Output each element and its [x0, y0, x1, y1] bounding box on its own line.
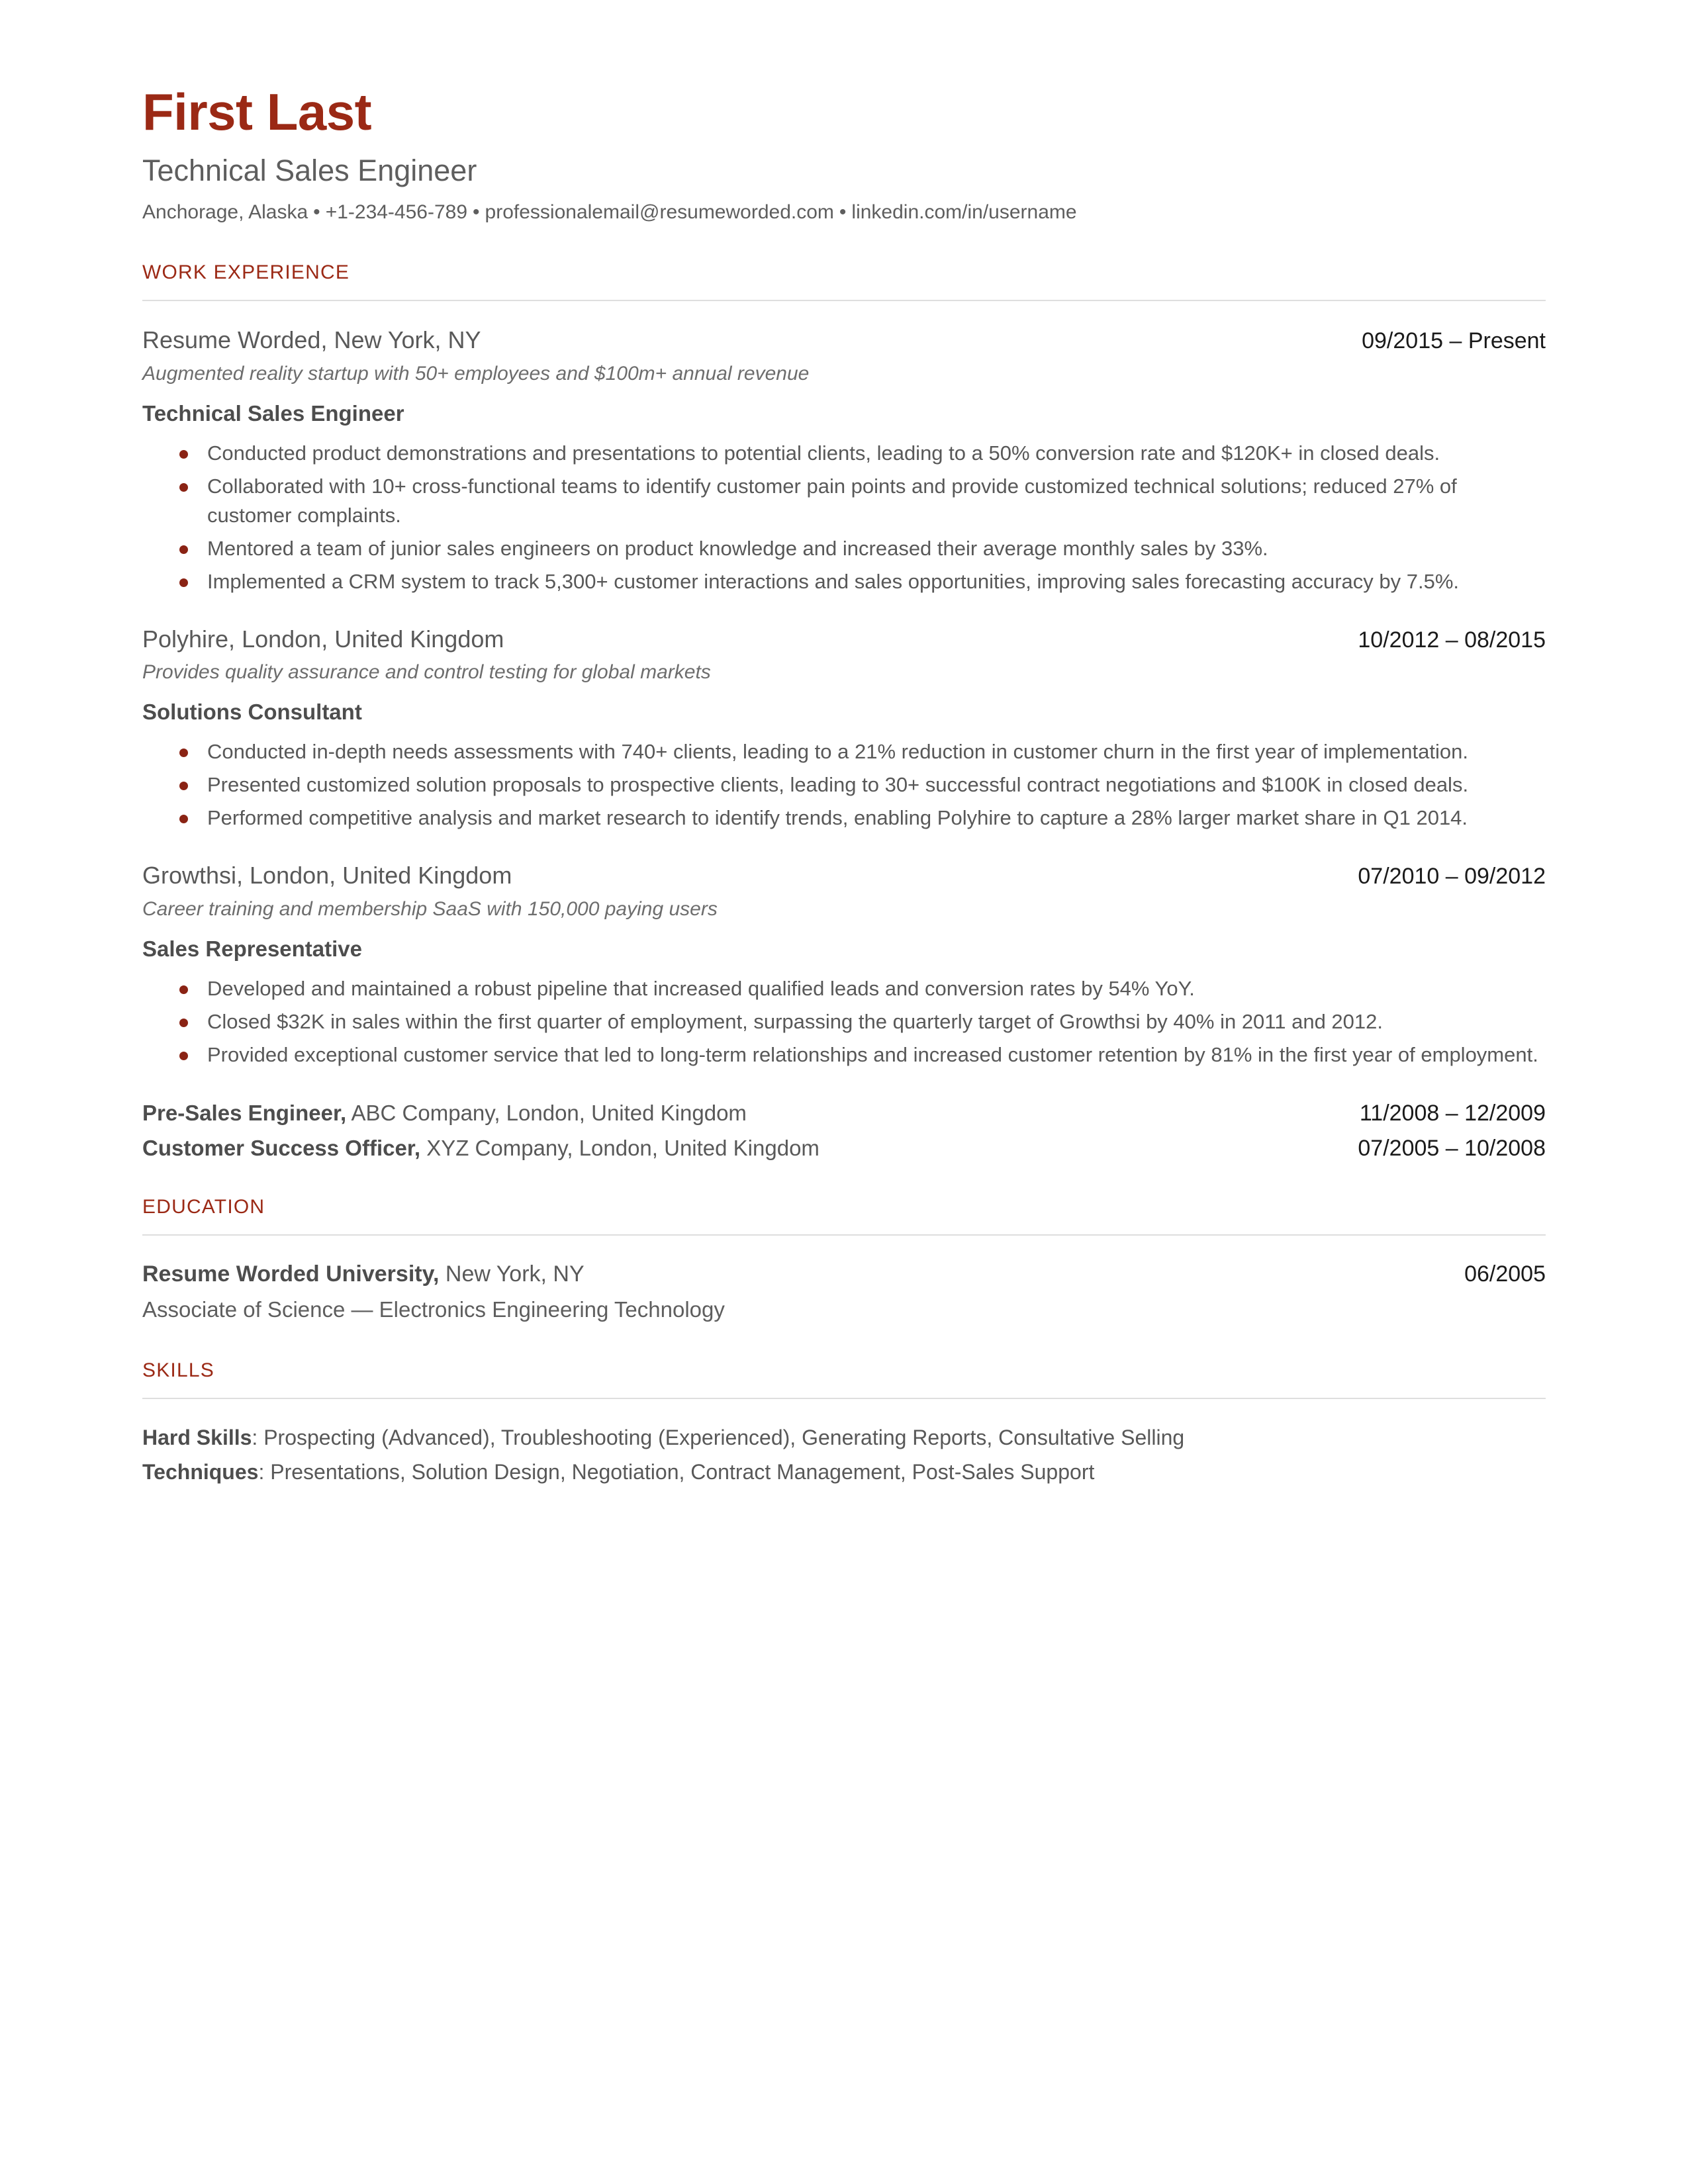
job-bullet: Conducted in-depth needs assessments with 740+ clients, leading to a 21% reduction in customer churn in the first year of implementation.	[142, 737, 1546, 766]
job-entry	[142, 325, 1546, 596]
compact-job-dates: 11/2008 – 12/2009	[1359, 1100, 1546, 1126]
compact-job-role: Pre-Sales Engineer,	[142, 1100, 347, 1125]
education-date: 06/2005	[1464, 1261, 1546, 1287]
compact-job-row	[142, 1099, 1546, 1129]
education-school-name: Resume Worded University,	[142, 1261, 440, 1287]
job-dates: 10/2012 – 08/2015	[1358, 627, 1546, 653]
job-bullet: Performed competitive analysis and market research to identify trends, enabling Polyhire to capture a 28% larger market share in Q1 2014.	[142, 803, 1546, 833]
job-bullet: Presented customized solution proposals to prospective clients, leading to 30+ successful contract negotiations and $100K in closed deals.	[142, 770, 1546, 799]
section-work-experience	[142, 261, 1546, 1164]
job-bullet-list	[142, 737, 1546, 833]
skill-label: Hard Skills	[142, 1426, 252, 1450]
skill-row	[142, 1423, 1546, 1453]
compact-job-company: XYZ Company, London, United Kingdom	[426, 1136, 820, 1161]
job-bullet: Conducted product demonstrations and presentations to potential clients, leading to a 50% conversion rate and $120K+ in closed deals.	[142, 439, 1546, 468]
candidate-name: First Last	[142, 83, 372, 141]
education-school-line	[142, 1259, 585, 1289]
compact-job-role: Customer Success Officer,	[142, 1136, 421, 1161]
section-title-work-experience: WORK EXPERIENCE	[142, 261, 350, 284]
job-bullet: Provided exceptional customer service that led to long-term relationships and increased customer retention by 81% in the first year of employment.	[142, 1040, 1546, 1069]
contact-separator-3: •	[839, 201, 847, 224]
job-dates: 09/2015 – Present	[1362, 328, 1546, 354]
education-degree: Associate of Science — Electronics Engineering Technology	[142, 1297, 725, 1322]
job-bullet-list	[142, 439, 1546, 596]
job-company-description: Provides quality assurance and control testing for global markets	[142, 661, 711, 684]
contact-line	[142, 201, 1546, 224]
job-company: Polyhire, London, United Kingdom	[142, 625, 504, 653]
job-entry	[142, 860, 1546, 1069]
job-title: Sales Representative	[142, 936, 363, 961]
job-entry	[142, 624, 1546, 833]
skill-label: Techniques	[142, 1459, 259, 1484]
section-skills	[142, 1359, 1546, 1487]
compact-job-company: ABC Company, London, United Kingdom	[351, 1100, 747, 1125]
education-entry	[142, 1259, 1546, 1324]
job-bullet: Implemented a CRM system to track 5,300+ customer interactions and sales opportunities, improving sales forecasting accuracy by 7.5%.	[142, 567, 1546, 596]
job-title: Solutions Consultant	[142, 700, 362, 725]
resume-header	[142, 83, 1546, 224]
contact-email[interactable]: professionalemail@resumeworded.com	[485, 201, 834, 224]
education-location: New York, NY	[445, 1261, 585, 1287]
job-bullet-list	[142, 974, 1546, 1069]
compact-job-list	[142, 1099, 1546, 1165]
education-header-row	[142, 1259, 1546, 1289]
job-company-description: Augmented reality startup with 50+ employees and $100m+ annual revenue	[142, 362, 810, 385]
job-bullet: Closed $32K in sales within the first quarter of employment, surpassing the quarterly target of Growthsi by 40% in 2011 and 2012.	[142, 1007, 1546, 1036]
candidate-headline: Technical Sales Engineer	[142, 154, 477, 187]
compact-job-dates: 07/2005 – 10/2008	[1358, 1136, 1546, 1161]
job-bullet: Developed and maintained a robust pipeline that increased qualified leads and conversion rates by 54% YoY.	[142, 974, 1546, 1003]
compact-job-left	[142, 1099, 747, 1128]
contact-linkedin[interactable]: linkedin.com/in/username	[851, 201, 1077, 224]
contact-separator-1: •	[313, 201, 320, 224]
section-title-education: EDUCATION	[142, 1196, 265, 1218]
job-bullet: Mentored a team of junior sales engineers on product knowledge and increased their average monthly sales by 33%.	[142, 534, 1546, 563]
job-company-description: Career training and membership SaaS with 150,000 paying users	[142, 897, 718, 920]
section-title-skills: SKILLS	[142, 1359, 214, 1382]
job-company: Growthsi, London, United Kingdom	[142, 862, 512, 889]
section-divider-work	[142, 300, 1546, 301]
job-header-row	[142, 624, 1546, 655]
contact-location: Anchorage, Alaska	[142, 201, 308, 224]
skill-row	[142, 1457, 1546, 1487]
compact-job-row	[142, 1134, 1546, 1164]
section-education	[142, 1196, 1546, 1324]
section-divider-skills	[142, 1398, 1546, 1399]
job-header-row	[142, 860, 1546, 891]
job-title: Technical Sales Engineer	[142, 400, 404, 426]
job-bullet: Collaborated with 10+ cross-functional teams to identify customer pain points and provide customized technical solutions; reduced 27% of customer complaints.	[142, 472, 1546, 530]
job-company: Resume Worded, New York, NY	[142, 326, 481, 354]
contact-separator-2: •	[473, 201, 480, 224]
job-header-row	[142, 325, 1546, 355]
skill-value: : Presentations, Solution Design, Negotiation, Contract Management, Post-Sales Support	[258, 1459, 1095, 1484]
section-divider-education	[142, 1234, 1546, 1236]
contact-phone: +1-234-456-789	[325, 201, 468, 224]
job-dates: 07/2010 – 09/2012	[1358, 864, 1546, 889]
skill-value: : Prospecting (Advanced), Troubleshooting (Experienced), Generating Reports, Consultative Selling	[252, 1426, 1185, 1450]
compact-job-left	[142, 1134, 820, 1163]
